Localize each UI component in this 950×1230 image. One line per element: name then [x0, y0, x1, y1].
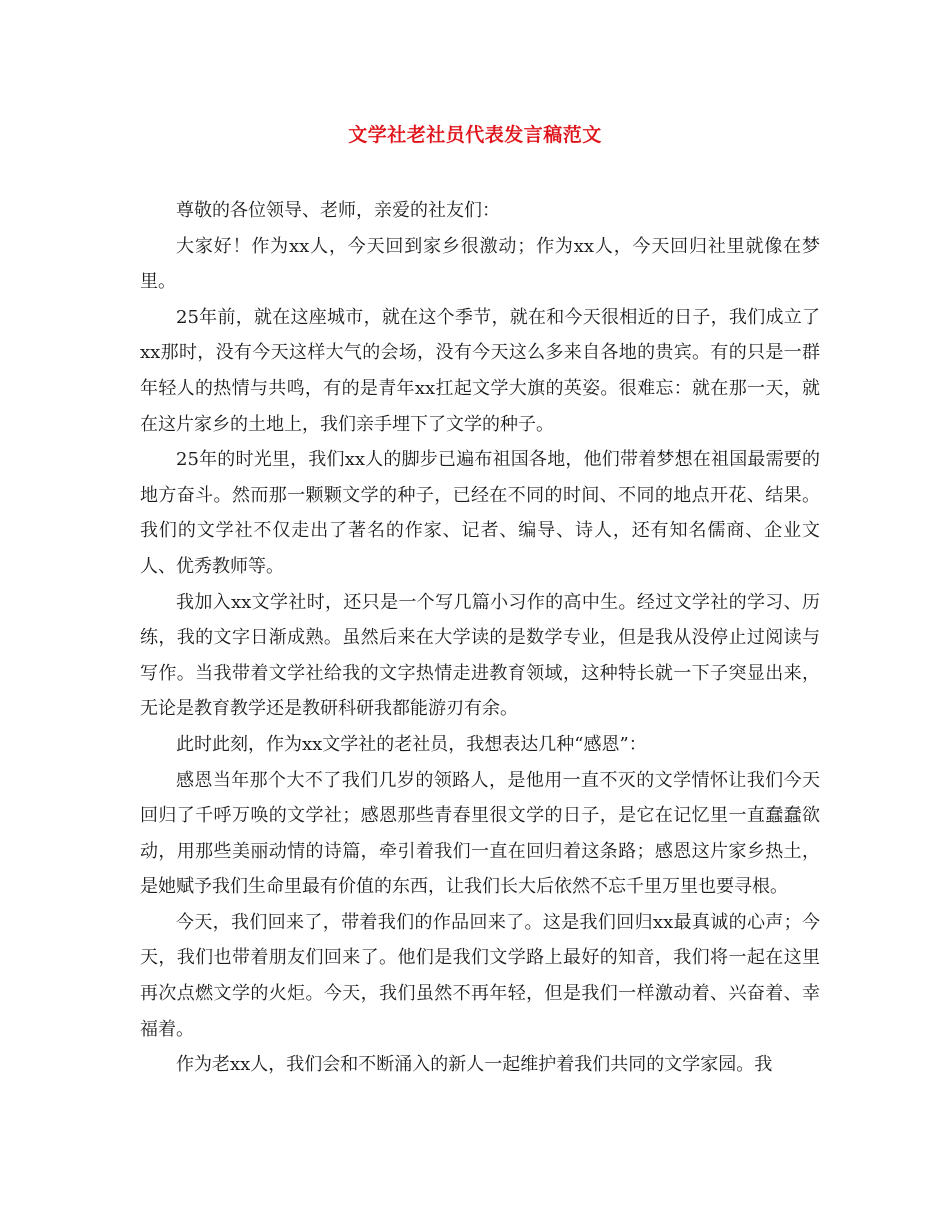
paragraph-closing: 作为老xx人，我们会和不断涌入的新人一起维护着我们共同的文学家园。我	[176, 1054, 773, 1076]
paragraph-25-years: 25年的时光里，我们xx人的脚步已遍布祖国各地，他们带着梦想在祖国最需要的地方奋斗。然而那一颗颗文学的种子，已经在不同的时间、不同的地点开花、结果。我们的文学社不仅走出了著名的作家、记者、编导、诗人，还有知名儒商、企业文人、优秀教师等。	[140, 449, 820, 577]
document-title: 文学社老社员代表发言稿范文	[348, 124, 602, 146]
paragraph-return: 今天，我们回来了，带着我们的作品回来了。这是我们回归xx最真诚的心声；今天，我们也带着朋友们回来了。他们是我们文学路上最好的知音，我们将一起在这里再次点燃文学的火炬。今天，我们虽然不再年轻，但是我们一样激动着、兴奋着、幸福着。	[140, 911, 820, 1040]
paragraph-gratitude-intro: 此时此刻，作为xx文学社的老社员，我想表达几种“感恩”：	[176, 733, 647, 755]
paragraph-greeting: 大家好！作为xx人，今天回到家乡很激动；作为xx人，今天回归社里就像在梦里。	[140, 235, 820, 293]
document-body	[140, 193, 820, 1083]
paragraph-personal-story: 我加入xx文学社时，还只是一个写几篇小习作的高中生。经过文学社的学习、历练，我的文字日渐成熟。虽然后来在大学读的是数学专业，但是我从没停止过阅读与写作。当我带着文学社给我的文字热情走进教育领域，这种特长就一下子突显出来，无论是教育教学还是教研科研我都能游刃有余。	[140, 591, 820, 720]
paragraph-salutation: 尊敬的各位领导、老师，亲爱的社友们：	[176, 200, 500, 221]
paragraph-gratitude: 感恩当年那个大不了我们几岁的领路人，是他用一直不灭的文学情怀让我们今天回归了千呼万唤的文学社；感恩那些青春里很文学的日子，是它在记忆里一直蠢蠢欲动，用那些美丽动情的诗篇，牵引着我们一直在回归着这条路；感恩这片家乡热土，是她赋予我们生命里最有价值的东西，让我们长大后依然不忘千里万里也要寻根。	[140, 769, 820, 898]
paragraph-founding: 25年前，就在这座城市，就在这个季节，就在和今天很相近的日子，我们成立了xx那时，没有今天这样大气的会场，没有今天这么多来自各地的贵宾。有的只是一群年轻人的热情与共鸣，有的是青年xx扛起文学大旗的英姿。很难忘：就在那一天，就在这片家乡的土地上，我们亲手埋下了文学的种子。	[140, 306, 820, 435]
